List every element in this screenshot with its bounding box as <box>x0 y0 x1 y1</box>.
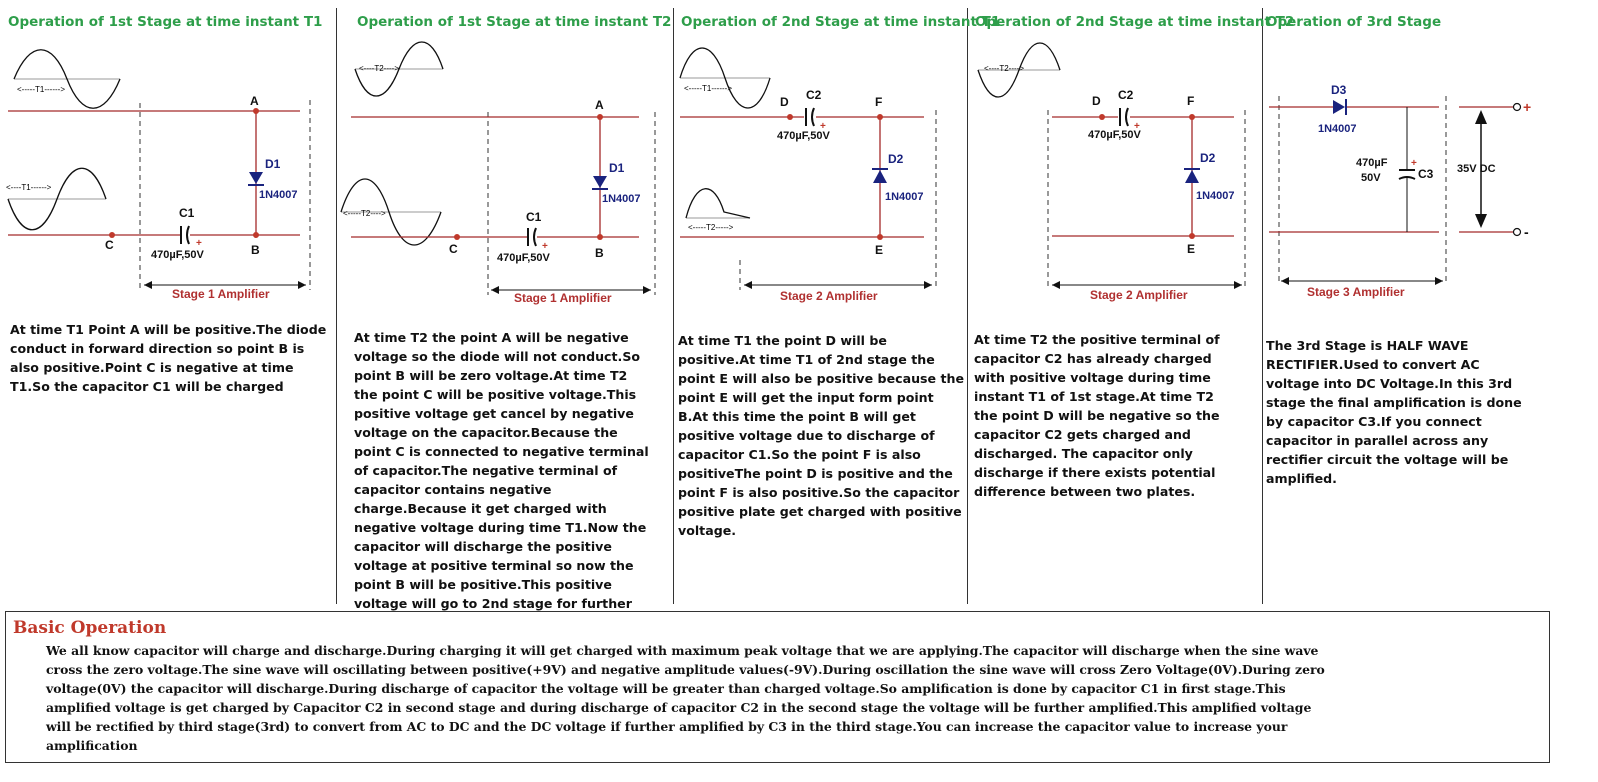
node-label-a: A <box>595 98 604 112</box>
node-label-c: C <box>105 238 114 252</box>
cap-value: 470µF,50V <box>497 252 550 264</box>
diode-name: D3 <box>1331 83 1347 97</box>
diode-name: D1 <box>609 161 625 175</box>
cap-name: C1 <box>179 206 195 220</box>
diode-name: D1 <box>265 157 281 171</box>
wave-label-top: <----T2----> <box>359 64 399 73</box>
panel-description: The 3rd Stage is HALF WAVE RECTIFIER.Used to convert AC voltage into DC Voltage.In this 3rd stage the final amplification is done by capacitor C3.If you connect capacitor in parallel across any rectifier circuit the voltage will be amplified. <box>1266 338 1522 486</box>
panel-title: Operation of 1st Stage at time instant T2 <box>357 14 672 30</box>
node-label-f: F <box>875 95 883 109</box>
diode-part: 1N4007 <box>1196 190 1235 202</box>
svg-text:+: + <box>196 238 202 249</box>
node-label-d: D <box>780 95 789 109</box>
svg-text:+: + <box>1411 158 1417 169</box>
cap-value: 470µF,50V <box>151 249 204 261</box>
node-label-a: A <box>250 94 259 108</box>
wave-label-top: <-----T1------> <box>17 85 65 94</box>
wave-label-bottom: <-----T2----> <box>343 209 386 218</box>
cap-value-2: 50V <box>1361 172 1381 184</box>
terminal-minus: - <box>1524 224 1529 240</box>
cap-name: C2 <box>806 88 822 102</box>
diode-name: D2 <box>1200 151 1216 165</box>
cap-name: C2 <box>1118 88 1134 102</box>
svg-text:+: + <box>820 121 826 132</box>
wave-label-top: <-----T1------> <box>684 84 732 93</box>
svg-text:+: + <box>1134 121 1140 132</box>
stage2-t1-circuit <box>674 0 967 310</box>
panel-stage1-t1 <box>0 0 336 608</box>
node-label-b: B <box>251 243 260 257</box>
basic-operation-box <box>5 611 1550 763</box>
panel-description: At time T2 the point A will be negative voltage so the diode will not conduct.So point B will be zero voltage.At time T2 the point C will be positive voltage.This positive voltage get cancel by negative voltage on the capacitor.Because the point C is connected to negative terminal of capacitor.The negative terminal of capacitor contains negative charge.Because it get charged with negative voltage during time T1.Now the capacitor will discharge the positive voltage at positive terminal so now the point B will be positive.This positive voltage will go to 2nd stage for further <box>354 330 649 611</box>
node-label-f: F <box>1187 94 1195 108</box>
wave-label-top: <----T2----> <box>984 64 1024 73</box>
panel-stage2-t2 <box>968 0 1295 608</box>
panel-title: Operation of 3rd Stage <box>1266 14 1442 30</box>
panel-description: At time T1 Point A will be positive.The diode conduct in forward direction so point B is also positive.Point C is negative at time T1.So the capacitor C1 will be charged <box>10 322 327 394</box>
node-label-e: E <box>875 243 884 257</box>
diode-name: D2 <box>888 152 904 166</box>
panel-stage3 <box>1263 0 1553 608</box>
terminal-plus: + <box>1523 99 1532 115</box>
node-label-b: B <box>595 246 604 260</box>
panel-stage1-t2 <box>337 0 673 611</box>
cap-name: C3 <box>1418 167 1434 181</box>
basic-operation-title: Basic Operation <box>13 618 167 638</box>
diode-part: 1N4007 <box>259 189 298 201</box>
panel-description: At time T1 the point D will be positive.At time T1 of 2nd stage the point E will also be positive because the point E will get the input form point B.At this time the point B will get positive voltage due to discharge of capacitor C1.So the point F is also positiveThe point D is positive and the point F is also positive.So the capacitor positive plate get charged with positive voltage. <box>678 333 964 538</box>
stage-label: Stage 3 Amplifier <box>1307 285 1405 299</box>
output-voltage-label: 35V DC <box>1457 163 1496 175</box>
panel-description: At time T2 the positive terminal of capacitor C2 has already charged with positive voltage during time instant T1 of 1st stage.At time T2 the point D will be negative so the capacitor C2 gets charged and discharged. The capacitor only discharge if there exists potential difference between two plates. <box>974 332 1220 499</box>
node-label-c: C <box>449 242 458 256</box>
node-label-e: E <box>1187 242 1196 256</box>
cap-value: 470µF,50V <box>1088 129 1141 141</box>
node-label-d: D <box>1092 94 1101 108</box>
stage3-circuit <box>1263 0 1553 310</box>
panel-title: Operation of 2nd Stage at time instant T1 <box>681 14 1001 30</box>
diode-part: 1N4007 <box>602 193 641 205</box>
stage-label: Stage 1 Amplifier <box>172 287 270 301</box>
cap-name: C1 <box>526 210 542 224</box>
stage1-t1-circuit <box>0 0 336 310</box>
stage1-t2-circuit <box>337 0 673 310</box>
panel-stage2-t1 <box>674 0 1001 608</box>
stage-label: Stage 1 Amplifier <box>514 291 612 305</box>
svg-text:+: + <box>542 241 548 252</box>
stage-label: Stage 2 Amplifier <box>780 289 878 303</box>
basic-operation-text: We all know capacitor will charge and discharge.During charging it will get charged with maximum peak voltage that we are applying.The capacitor will discharge when the sine wave cross the zero voltage.The sine wave will oscillating between positive(+9V) and negative amplitude values(-9V).During oscillation the sine wave will cross Zero Voltage(0V).During zero voltage(0V) the capacitor will discharge.During discharge of capacitor the voltage will be greater than charged voltage.So amplification is done by capacitor C1 in first stage.This amplified voltage is get charged by Capacitor C2 in second stage and during discharge of capacitor C2 in the second stage the voltage will be further amplified.This amplified voltage will be rectified by third stage(3rd) to convert from AC to DC and the DC voltage if further amplified by C3 in the third stage.You can increase the capacitor value to increase your amplification <box>46 643 1325 753</box>
cap-value: 470µF,50V <box>777 130 830 142</box>
wave-label-bottom: <----T1------> <box>6 183 52 192</box>
diode-part: 1N4007 <box>1318 123 1357 135</box>
stage2-t2-circuit <box>968 0 1262 310</box>
panel-title: Operation of 2nd Stage at time instant T2 <box>975 14 1295 30</box>
wave-label-bottom: <-----T2-----> <box>688 223 734 232</box>
diode-part: 1N4007 <box>885 191 924 203</box>
stage-label: Stage 2 Amplifier <box>1090 288 1188 302</box>
cap-value-1: 470µF <box>1356 157 1388 169</box>
panel-title: Operation of 1st Stage at time instant T1 <box>8 14 323 30</box>
